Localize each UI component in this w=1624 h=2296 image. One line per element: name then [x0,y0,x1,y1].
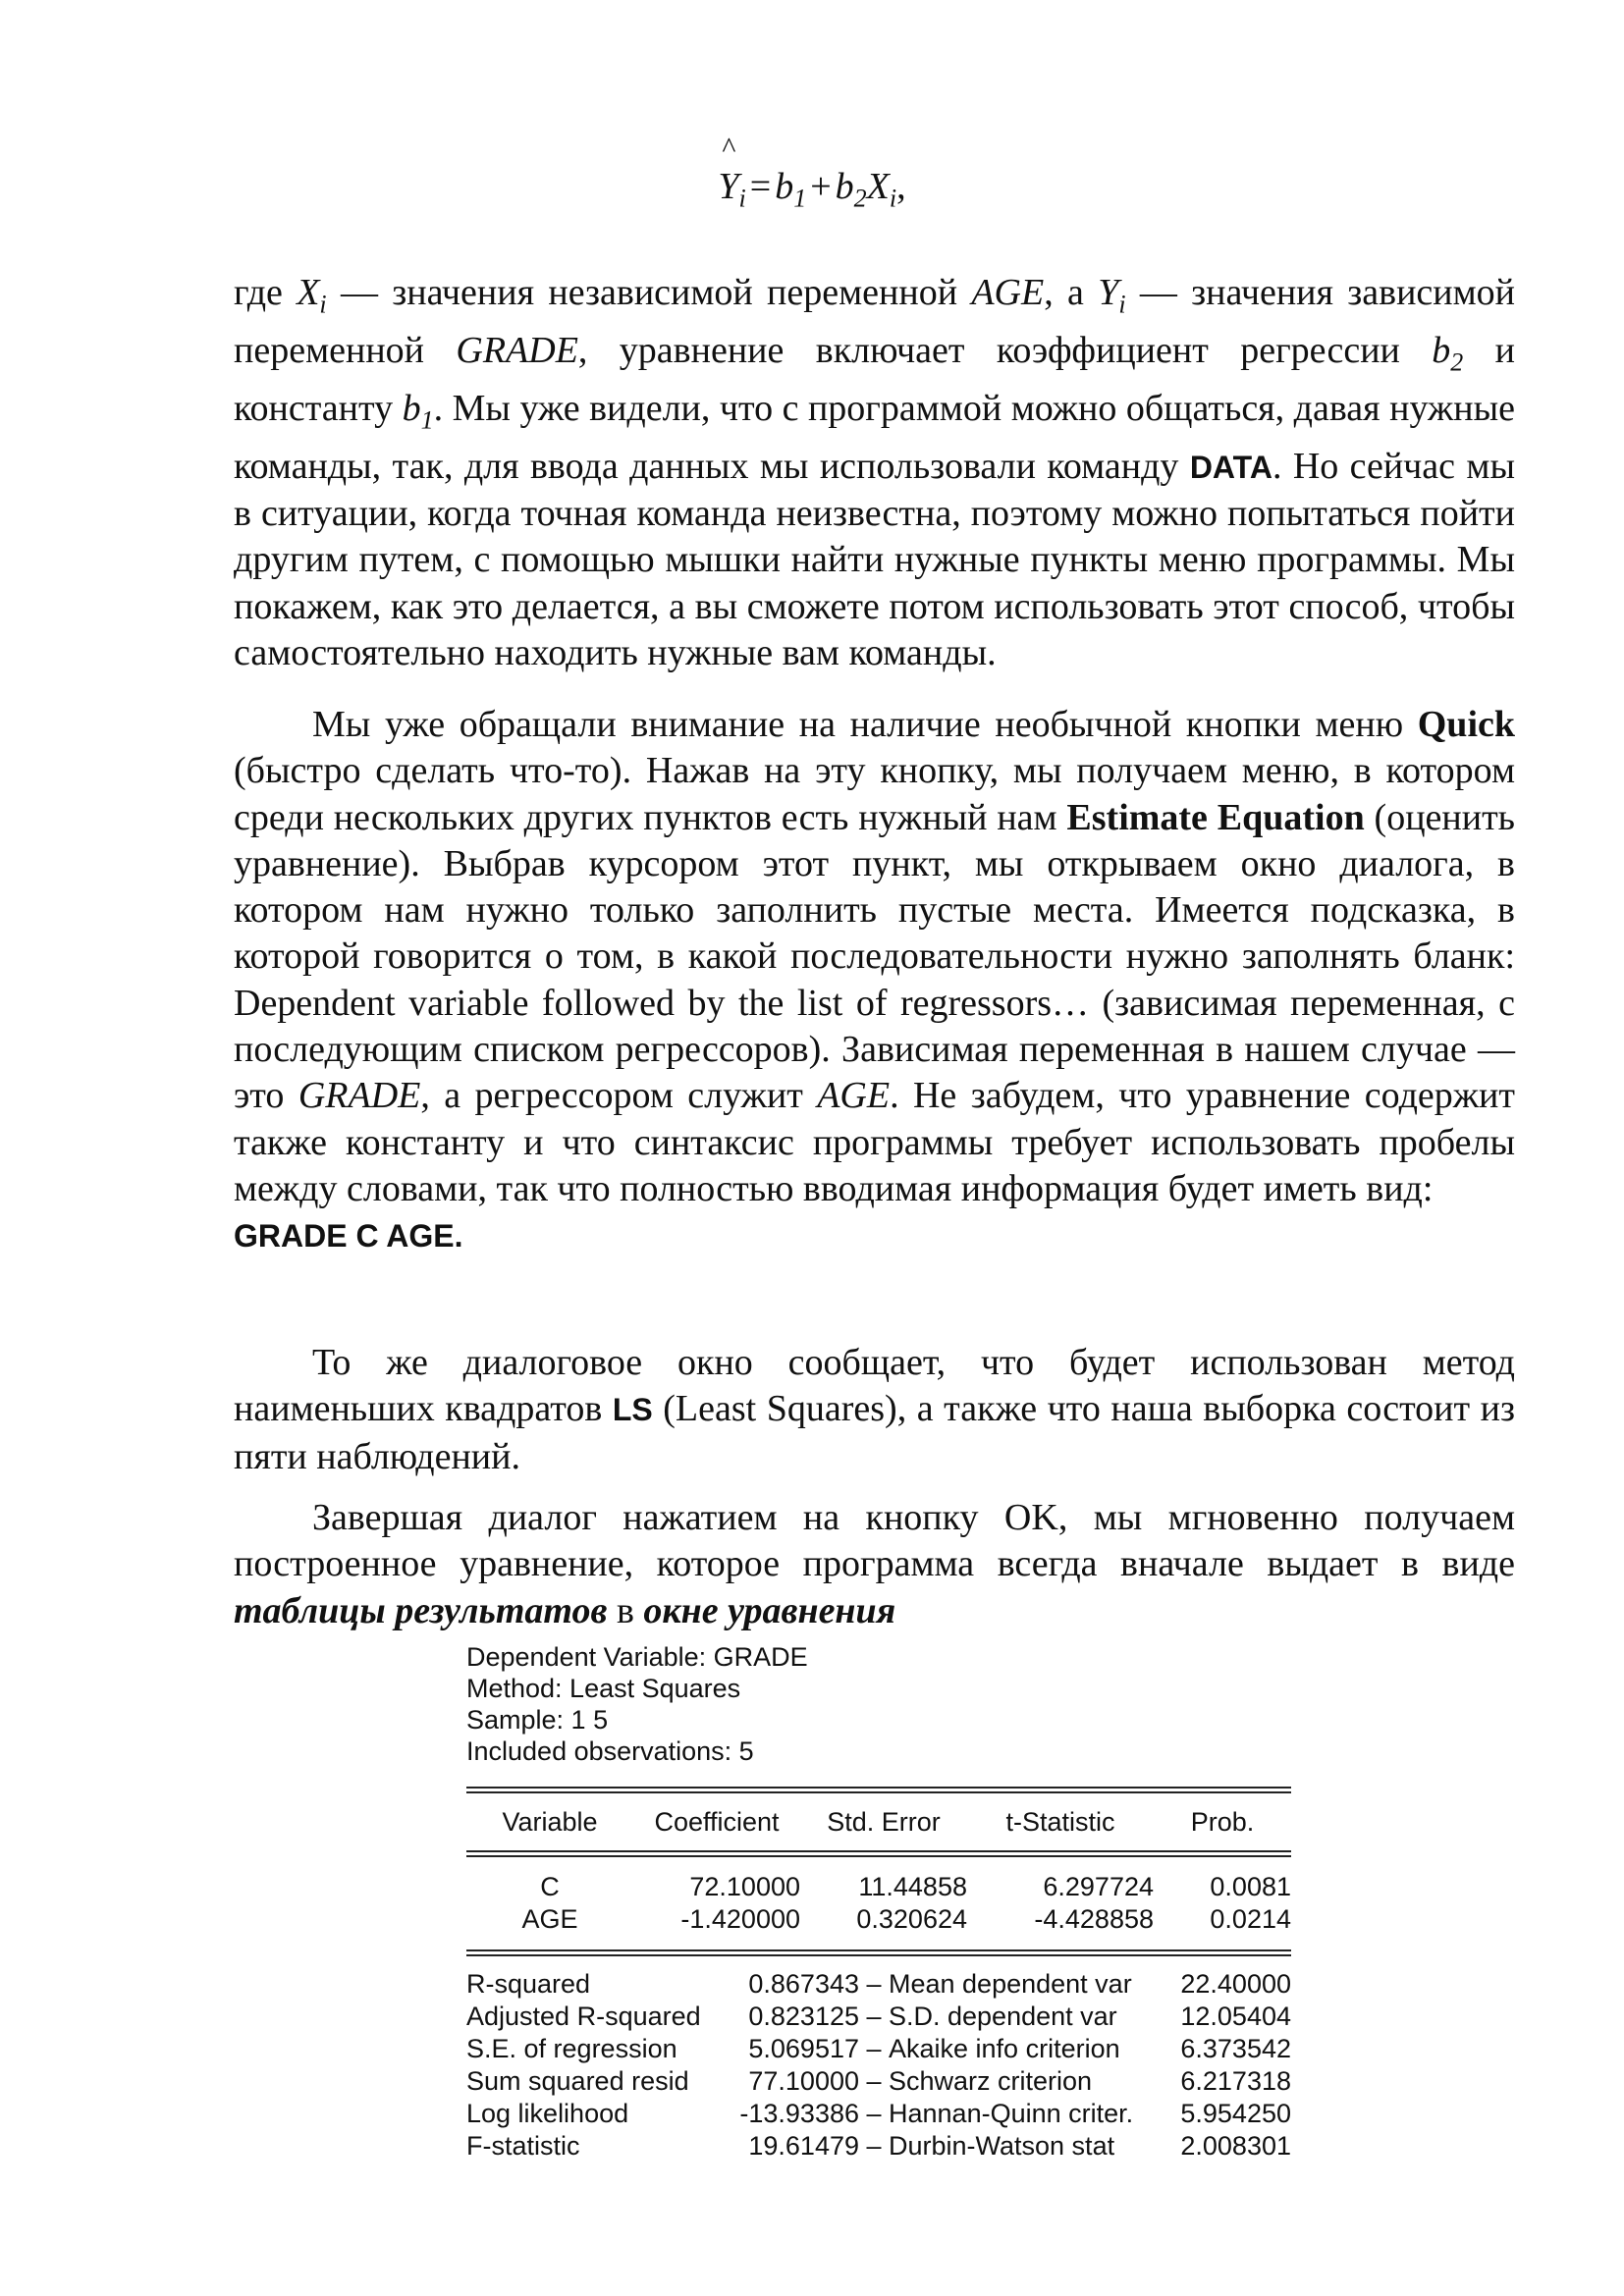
regression-formula [0,132,1624,214]
stat-hannan-quinn-label: Hannan-Quinn criter. [889,2099,1134,2128]
rule-double-mid [466,1850,1291,1857]
row-c-t-statistic: 6.297724 [1043,1872,1154,1901]
stat-loglik-label: Log likelihood [466,2099,629,2128]
formula-b1-sub: 1 [793,184,807,213]
p1-b2: b [1432,329,1451,371]
p1-t6: и константу [234,329,1515,429]
table-row [466,1871,1291,1903]
p1-grade: GRADE [456,329,578,371]
stat-durbin-watson-value: 2.008301 [1180,2131,1291,2161]
paragraph-4 [234,1495,1515,1634]
p1-t8: . Но сейчас мы в ситуации, когда точная команда неизвестна, поэтому можно попытаться пойти другим путем, с помощью мышки найти нужные пункты меню программы. Мы покажем, как это делается, а вы сможете потом использовать этот способ, чтобы самостоятельно находить нужные вам команды. [234,445,1515,673]
stat-hannan-quinn-value: 5.954250 [1180,2099,1291,2128]
p4-t1: Завершая диалог нажатием на кнопку OK, мы мгновенно получаем построенное уравнение, которое программа всегда вначале выдает в виде [234,1497,1515,1585]
p1-t4: — значения зависимой переменной [234,272,1516,371]
p4-equation-window-term: окне уравнения [643,1589,896,1631]
stat-dash: – [866,2099,882,2128]
p2-t3: (оценить уравнение). Выбрав курсором этот пункт, мы открываем окно диалога, в котором нам нужно только заполнить пустые места. Имеется подсказка, в которой говорится о том, в какой последовательности нужно заполнять бланк: Dependent variable followed by the list of regressors… (зависимая переменная, с последующим списком регрессоров). Зависимая переменная в нашем случае — это [234,796,1516,1117]
stat-dash: – [866,2066,882,2096]
formula-y: Y [718,166,739,207]
paragraph-4-text [234,1495,1515,1634]
rule-double-bottom [466,1949,1291,1956]
table-row [466,1903,1291,1936]
formula-x-sub: i [889,184,897,213]
regression-output [466,1641,1291,2163]
stats-row [466,2033,1291,2065]
stat-schwarz-label: Schwarz criterion [889,2066,1093,2096]
output-sample: Sample: 1 5 [466,1705,609,1735]
row-age-std-error: 0.320624 [856,1904,967,1934]
stat-dash: – [866,2002,882,2031]
stat-mean-dep-label: Mean dependent var [889,1969,1132,1999]
p1-x: X [297,272,320,313]
stat-f-statistic-label: F-statistic [466,2131,580,2161]
p2-t5: . Не забудем, что уравнение содержит также константу и что синтаксис программы требует использовать пробелы между словами, так что полностью вводимая информация будет иметь вид: [234,1075,1515,1209]
formula-b2: b [835,166,854,207]
p1-t2: — значения независимой переменной [326,272,972,313]
formula-comma: , [896,166,906,207]
p3-t2: (Least Squares), а также что наша выборка состоит из пяти наблюдений. [234,1388,1515,1477]
p1-t5: , уравнение включает коэффициент регрессии [577,329,1433,371]
coefficient-rows [466,1871,1291,1936]
output-dependent-variable: Dependent Variable: GRADE [466,1642,808,1672]
p3-ls-command: LS [612,1392,653,1428]
stat-dash: – [866,2034,882,2063]
p1-b1-sub: 1 [420,405,434,435]
p1-data-command: DATA [1189,449,1272,485]
stat-f-statistic-value: 19.61479 [748,2131,859,2161]
p4-results-table-term: таблицы результатов [234,1589,608,1631]
p2-quick: Quick [1417,704,1515,745]
stats-row [466,2098,1291,2130]
row-age-prob: 0.0214 [1210,1904,1291,1934]
p1-var-b2 [1432,329,1464,377]
p1-x-sub: i [319,290,327,319]
stat-r-squared-value: 0.867343 [748,1969,859,1999]
hat-mark: ^ [722,132,736,164]
p1-t1: где [234,272,298,313]
p2-estimate-equation: Estimate Equation [1066,796,1365,838]
paragraph-2 [234,702,1515,1260]
paragraph-3 [234,1340,1515,1480]
p1-b2-sub: 2 [1450,347,1464,377]
stat-dash: – [866,2131,882,2161]
formula-eq: = [749,166,772,207]
output-method: Method: Least Squares [466,1674,741,1703]
p2-grade: GRADE [298,1075,421,1117]
output-observations: Included observations: 5 [466,1736,754,1766]
stat-adj-r-squared-label: Adjusted R-squared [466,2002,701,2031]
p2-age: AGE [817,1075,891,1117]
stats-row [466,1968,1291,2001]
stats-row [466,2001,1291,2033]
p2-command: GRADE C AGE. [234,1218,463,1255]
stat-ssr-value: 77.10000 [748,2066,859,2096]
row-age-variable: AGE [521,1904,578,1934]
row-c-prob: 0.0081 [1210,1872,1291,1901]
stat-loglik-value: -13.93386 [739,2099,859,2128]
paragraph-2-text [234,702,1515,1260]
statistics-table [466,1968,1291,2163]
row-age-t-statistic: -4.428858 [1034,1904,1154,1934]
rule-double-top [466,1787,1291,1793]
stat-sd-dep-value: 12.05404 [1180,2002,1291,2031]
paragraph-3-text [234,1340,1515,1480]
p1-t7: . Мы уже видели, что с программой можно общаться, давая нужные команды, так, для ввода данных мы использовали команду [234,387,1515,487]
formula-b1: b [775,166,794,207]
p1-b1: b [402,387,421,429]
p1-t3: , а [1044,272,1099,313]
paragraph-1 [234,270,1515,676]
stat-schwarz-value: 6.217318 [1180,2066,1291,2096]
stat-adj-r-squared-value: 0.823125 [748,2002,859,2031]
stat-r-squared-label: R-squared [466,1969,591,1999]
p2-t2: (быстро сделать что-то). Нажав на эту кнопку, мы получаем меню, в котором среди нескольких других пунктов есть нужный нам [234,750,1515,838]
col-variable: Variable [502,1806,598,1837]
stat-akaike-label: Akaike info criterion [889,2034,1120,2063]
stat-sd-dep-label: S.D. dependent var [889,2002,1117,2031]
p1-y: Y [1098,272,1119,313]
coefficient-table [466,1793,1291,1850]
stat-mean-dep-value: 22.40000 [1180,1969,1291,1999]
formula-b2-sub: 2 [853,184,867,213]
p2-t1: Мы уже обращали внимание на наличие необычной кнопки меню [312,704,1418,745]
p1-age: AGE [971,272,1045,313]
paragraph-1-text [234,270,1515,676]
stat-ssr-label: Sum squared resid [466,2066,689,2096]
y-hat [718,132,746,214]
col-coefficient: Coefficient [654,1806,780,1837]
stat-se-regression-value: 5.069517 [748,2034,859,2063]
col-t-statistic: t-Statistic [1005,1806,1115,1837]
stat-akaike-value: 6.373542 [1180,2034,1291,2063]
col-std-error: Std. Error [827,1806,941,1837]
p1-y-sub: i [1118,290,1126,319]
stats-row [466,2065,1291,2098]
coefficient-header-row [466,1793,1291,1850]
row-c-std-error: 11.44858 [858,1872,967,1901]
row-c-variable: C [540,1872,560,1901]
p4-t2: в [607,1589,644,1631]
formula-plus: + [810,166,832,207]
p1-var-b1 [402,387,434,435]
formula-x: X [866,166,890,207]
row-age-coefficient: -1.420000 [680,1904,800,1934]
col-prob: Prob. [1190,1806,1255,1837]
p1-var-y [1098,272,1126,319]
p2-t4: , а регрессором служит [420,1075,818,1117]
p1-var-x [297,272,327,319]
stats-row [466,2130,1291,2163]
formula-y-sub: i [738,184,746,213]
stat-dash: – [866,1969,882,1999]
p3-t1: То же диалоговое окно сообщает, что будет использован метод наименьших квадратов [234,1342,1515,1430]
stat-se-regression-label: S.E. of regression [466,2034,677,2063]
row-c-coefficient: 72.10000 [689,1872,800,1901]
stat-durbin-watson-label: Durbin-Watson stat [889,2131,1115,2161]
